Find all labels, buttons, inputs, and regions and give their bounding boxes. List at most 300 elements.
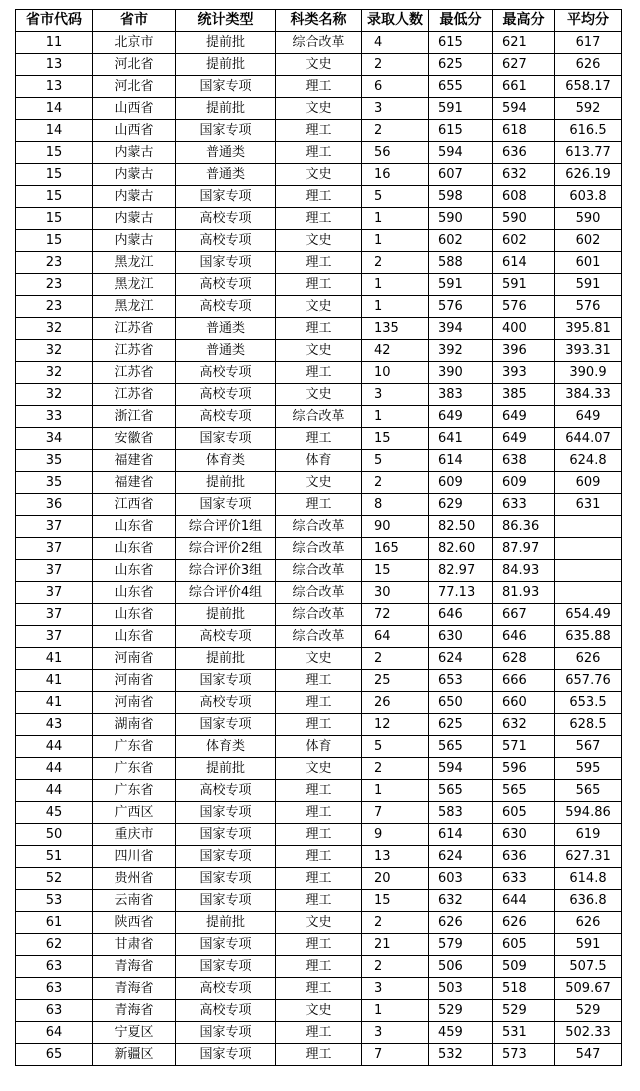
cell-province: 山东省 <box>93 626 176 648</box>
cell-max-score: 660 <box>493 692 555 714</box>
cell-province-code: 23 <box>16 252 93 274</box>
cell-province: 广西区 <box>93 802 176 824</box>
cell-stat-type: 高校专项 <box>176 274 276 296</box>
table-row <box>16 1044 622 1066</box>
admission-scores-table <box>15 9 622 1066</box>
table-row <box>16 274 622 296</box>
cell-category: 理工 <box>276 274 362 296</box>
cell-min-score: 392 <box>429 340 493 362</box>
cell-avg-score: 628.5 <box>555 714 622 736</box>
table-row <box>16 670 622 692</box>
cell-max-score: 602 <box>493 230 555 252</box>
cell-stat-type: 国家专项 <box>176 868 276 890</box>
cell-province-code: 37 <box>16 582 93 604</box>
cell-min-score: 459 <box>429 1022 493 1044</box>
cell-province: 江苏省 <box>93 340 176 362</box>
cell-max-score: 649 <box>493 406 555 428</box>
cell-min-score: 598 <box>429 186 493 208</box>
cell-avg-score: 507.5 <box>555 956 622 978</box>
cell-category: 理工 <box>276 494 362 516</box>
cell-admitted-count: 7 <box>362 1044 429 1066</box>
cell-category: 理工 <box>276 186 362 208</box>
cell-province: 北京市 <box>93 32 176 54</box>
cell-avg-score: 547 <box>555 1044 622 1066</box>
cell-province-code: 35 <box>16 450 93 472</box>
cell-category: 文史 <box>276 912 362 934</box>
cell-admitted-count: 2 <box>362 54 429 76</box>
cell-province: 甘肃省 <box>93 934 176 956</box>
table-row <box>16 142 622 164</box>
cell-avg-score: 601 <box>555 252 622 274</box>
cell-province-code: 15 <box>16 164 93 186</box>
cell-min-score: 77.13 <box>429 582 493 604</box>
cell-category: 文史 <box>276 1000 362 1022</box>
cell-max-score: 609 <box>493 472 555 494</box>
cell-category: 理工 <box>276 1022 362 1044</box>
cell-admitted-count: 64 <box>362 626 429 648</box>
cell-stat-type: 高校专项 <box>176 978 276 1000</box>
cell-province: 福建省 <box>93 472 176 494</box>
cell-province-code: 62 <box>16 934 93 956</box>
cell-admitted-count: 15 <box>362 560 429 582</box>
cell-avg-score: 590 <box>555 208 622 230</box>
cell-province: 内蒙古 <box>93 208 176 230</box>
cell-avg-score: 595 <box>555 758 622 780</box>
cell-stat-type: 国家专项 <box>176 428 276 450</box>
cell-category: 理工 <box>276 142 362 164</box>
cell-admitted-count: 15 <box>362 890 429 912</box>
table-row <box>16 956 622 978</box>
cell-max-score: 618 <box>493 120 555 142</box>
cell-category: 文史 <box>276 340 362 362</box>
cell-avg-score: 626 <box>555 912 622 934</box>
cell-province-code: 34 <box>16 428 93 450</box>
cell-avg-score: 592 <box>555 98 622 120</box>
cell-stat-type: 国家专项 <box>176 494 276 516</box>
table-row <box>16 296 622 318</box>
cell-max-score: 400 <box>493 318 555 340</box>
cell-min-score: 607 <box>429 164 493 186</box>
cell-province-code: 11 <box>16 32 93 54</box>
cell-province: 山西省 <box>93 120 176 142</box>
cell-category: 理工 <box>276 978 362 1000</box>
cell-province-code: 13 <box>16 76 93 98</box>
cell-province: 广东省 <box>93 736 176 758</box>
cell-avg-score: 614.8 <box>555 868 622 890</box>
cell-max-score: 628 <box>493 648 555 670</box>
table-row <box>16 120 622 142</box>
cell-province-code: 37 <box>16 560 93 582</box>
table-row <box>16 406 622 428</box>
cell-province: 云南省 <box>93 890 176 912</box>
cell-province: 宁夏区 <box>93 1022 176 1044</box>
cell-stat-type: 高校专项 <box>176 230 276 252</box>
cell-max-score: 667 <box>493 604 555 626</box>
cell-min-score: 565 <box>429 780 493 802</box>
cell-avg-score: 390.9 <box>555 362 622 384</box>
cell-category: 文史 <box>276 472 362 494</box>
cell-province: 内蒙古 <box>93 186 176 208</box>
cell-max-score: 661 <box>493 76 555 98</box>
cell-category: 理工 <box>276 692 362 714</box>
cell-min-score: 82.97 <box>429 560 493 582</box>
cell-category: 综合改革 <box>276 626 362 648</box>
cell-admitted-count: 135 <box>362 318 429 340</box>
cell-min-score: 532 <box>429 1044 493 1066</box>
table-row <box>16 340 622 362</box>
cell-province: 内蒙古 <box>93 164 176 186</box>
cell-min-score: 650 <box>429 692 493 714</box>
cell-province-code: 44 <box>16 736 93 758</box>
cell-admitted-count: 4 <box>362 32 429 54</box>
cell-province: 四川省 <box>93 846 176 868</box>
cell-min-score: 630 <box>429 626 493 648</box>
cell-stat-type: 高校专项 <box>176 1000 276 1022</box>
cell-admitted-count: 15 <box>362 428 429 450</box>
cell-province-code: 63 <box>16 956 93 978</box>
cell-min-score: 653 <box>429 670 493 692</box>
cell-province: 黑龙江 <box>93 252 176 274</box>
cell-province-code: 37 <box>16 538 93 560</box>
cell-category: 理工 <box>276 956 362 978</box>
table-row <box>16 472 622 494</box>
cell-province: 河南省 <box>93 670 176 692</box>
cell-category: 文史 <box>276 98 362 120</box>
cell-min-score: 603 <box>429 868 493 890</box>
cell-avg-score: 613.77 <box>555 142 622 164</box>
table-row <box>16 186 622 208</box>
header-province-code: 省市代码 <box>16 10 93 32</box>
cell-province-code: 15 <box>16 142 93 164</box>
cell-admitted-count: 2 <box>362 912 429 934</box>
cell-min-score: 609 <box>429 472 493 494</box>
cell-stat-type: 体育类 <box>176 736 276 758</box>
cell-province: 江西省 <box>93 494 176 516</box>
cell-stat-type: 提前批 <box>176 912 276 934</box>
cell-admitted-count: 1 <box>362 274 429 296</box>
cell-max-score: 621 <box>493 32 555 54</box>
header-province: 省市 <box>93 10 176 32</box>
table-row <box>16 1000 622 1022</box>
cell-avg-score: 658.17 <box>555 76 622 98</box>
cell-category: 理工 <box>276 846 362 868</box>
cell-stat-type: 高校专项 <box>176 362 276 384</box>
cell-max-score: 633 <box>493 868 555 890</box>
cell-admitted-count: 25 <box>362 670 429 692</box>
cell-min-score: 626 <box>429 912 493 934</box>
cell-category: 理工 <box>276 208 362 230</box>
cell-category: 理工 <box>276 934 362 956</box>
cell-admitted-count: 6 <box>362 76 429 98</box>
cell-province: 福建省 <box>93 450 176 472</box>
cell-admitted-count: 13 <box>362 846 429 868</box>
table-row <box>16 428 622 450</box>
cell-stat-type: 国家专项 <box>176 186 276 208</box>
cell-province: 江苏省 <box>93 384 176 406</box>
cell-province-code: 52 <box>16 868 93 890</box>
cell-min-score: 588 <box>429 252 493 274</box>
table-row <box>16 824 622 846</box>
cell-avg-score: 502.33 <box>555 1022 622 1044</box>
table-row <box>16 252 622 274</box>
cell-max-score: 605 <box>493 934 555 956</box>
cell-stat-type: 国家专项 <box>176 802 276 824</box>
cell-province: 浙江省 <box>93 406 176 428</box>
cell-stat-type: 高校专项 <box>176 692 276 714</box>
cell-max-score: 632 <box>493 164 555 186</box>
cell-admitted-count: 3 <box>362 978 429 1000</box>
cell-stat-type: 综合评价1组 <box>176 516 276 538</box>
cell-admitted-count: 2 <box>362 120 429 142</box>
cell-category: 综合改革 <box>276 582 362 604</box>
table-row <box>16 384 622 406</box>
table-row <box>16 758 622 780</box>
cell-province-code: 41 <box>16 692 93 714</box>
cell-min-score: 655 <box>429 76 493 98</box>
cell-category: 体育 <box>276 450 362 472</box>
cell-stat-type: 国家专项 <box>176 890 276 912</box>
cell-category: 理工 <box>276 362 362 384</box>
cell-stat-type: 提前批 <box>176 32 276 54</box>
cell-province-code: 37 <box>16 516 93 538</box>
cell-admitted-count: 30 <box>362 582 429 604</box>
cell-avg-score: 591 <box>555 274 622 296</box>
cell-province-code: 23 <box>16 296 93 318</box>
cell-min-score: 394 <box>429 318 493 340</box>
cell-avg-score <box>555 560 622 582</box>
cell-province: 广东省 <box>93 758 176 780</box>
table-header-row <box>16 10 622 32</box>
table-row <box>16 934 622 956</box>
cell-province: 黑龙江 <box>93 296 176 318</box>
cell-avg-score: 616.5 <box>555 120 622 142</box>
cell-stat-type: 普通类 <box>176 164 276 186</box>
cell-min-score: 383 <box>429 384 493 406</box>
cell-min-score: 583 <box>429 802 493 824</box>
cell-category: 理工 <box>276 714 362 736</box>
cell-province-code: 44 <box>16 758 93 780</box>
cell-avg-score: 567 <box>555 736 622 758</box>
cell-max-score: 509 <box>493 956 555 978</box>
cell-admitted-count: 1 <box>362 230 429 252</box>
cell-stat-type: 国家专项 <box>176 1044 276 1066</box>
cell-admitted-count: 12 <box>362 714 429 736</box>
cell-province-code: 61 <box>16 912 93 934</box>
cell-province-code: 36 <box>16 494 93 516</box>
cell-min-score: 602 <box>429 230 493 252</box>
cell-stat-type: 提前批 <box>176 648 276 670</box>
header-max-score: 最高分 <box>493 10 555 32</box>
cell-province-code: 45 <box>16 802 93 824</box>
cell-max-score: 518 <box>493 978 555 1000</box>
cell-category: 文史 <box>276 230 362 252</box>
table-row <box>16 692 622 714</box>
cell-avg-score: 393.31 <box>555 340 622 362</box>
cell-province-code: 43 <box>16 714 93 736</box>
admission-table-container <box>15 9 622 1066</box>
cell-category: 文史 <box>276 384 362 406</box>
cell-province: 安徽省 <box>93 428 176 450</box>
table-row <box>16 890 622 912</box>
cell-max-score: 573 <box>493 1044 555 1066</box>
cell-admitted-count: 2 <box>362 758 429 780</box>
cell-max-score: 385 <box>493 384 555 406</box>
cell-max-score: 644 <box>493 890 555 912</box>
cell-max-score: 590 <box>493 208 555 230</box>
cell-admitted-count: 10 <box>362 362 429 384</box>
cell-province-code: 64 <box>16 1022 93 1044</box>
cell-avg-score: 626 <box>555 54 622 76</box>
cell-province: 山西省 <box>93 98 176 120</box>
cell-province-code: 14 <box>16 98 93 120</box>
cell-stat-type: 综合评价3组 <box>176 560 276 582</box>
cell-admitted-count: 5 <box>362 186 429 208</box>
table-row <box>16 32 622 54</box>
cell-admitted-count: 90 <box>362 516 429 538</box>
cell-min-score: 390 <box>429 362 493 384</box>
table-row <box>16 736 622 758</box>
cell-province: 青海省 <box>93 978 176 1000</box>
cell-avg-score: 565 <box>555 780 622 802</box>
cell-avg-score: 384.33 <box>555 384 622 406</box>
cell-province-code: 63 <box>16 978 93 1000</box>
cell-avg-score: 603.8 <box>555 186 622 208</box>
cell-max-score: 531 <box>493 1022 555 1044</box>
cell-admitted-count: 2 <box>362 252 429 274</box>
cell-stat-type: 提前批 <box>176 54 276 76</box>
table-row <box>16 318 622 340</box>
cell-province: 新疆区 <box>93 1044 176 1066</box>
header-stat-type: 统计类型 <box>176 10 276 32</box>
cell-province-code: 41 <box>16 648 93 670</box>
cell-stat-type: 高校专项 <box>176 406 276 428</box>
cell-stat-type: 体育类 <box>176 450 276 472</box>
cell-category: 理工 <box>276 868 362 890</box>
cell-min-score: 529 <box>429 1000 493 1022</box>
cell-avg-score: 619 <box>555 824 622 846</box>
cell-stat-type: 普通类 <box>176 142 276 164</box>
cell-avg-score: 594.86 <box>555 802 622 824</box>
cell-avg-score: 591 <box>555 934 622 956</box>
table-row <box>16 626 622 648</box>
table-row <box>16 538 622 560</box>
cell-min-score: 625 <box>429 714 493 736</box>
cell-admitted-count: 5 <box>362 450 429 472</box>
cell-avg-score <box>555 538 622 560</box>
cell-province: 内蒙古 <box>93 142 176 164</box>
cell-max-score: 576 <box>493 296 555 318</box>
table-row <box>16 714 622 736</box>
cell-max-score: 626 <box>493 912 555 934</box>
cell-province-code: 35 <box>16 472 93 494</box>
cell-province-code: 65 <box>16 1044 93 1066</box>
cell-stat-type: 综合评价2组 <box>176 538 276 560</box>
cell-max-score: 591 <box>493 274 555 296</box>
cell-category: 综合改革 <box>276 604 362 626</box>
cell-max-score: 81.93 <box>493 582 555 604</box>
table-row <box>16 208 622 230</box>
cell-max-score: 608 <box>493 186 555 208</box>
cell-min-score: 594 <box>429 142 493 164</box>
cell-province: 河南省 <box>93 648 176 670</box>
cell-province-code: 41 <box>16 670 93 692</box>
cell-min-score: 614 <box>429 824 493 846</box>
cell-min-score: 82.50 <box>429 516 493 538</box>
cell-province-code: 50 <box>16 824 93 846</box>
cell-province: 贵州省 <box>93 868 176 890</box>
cell-stat-type: 提前批 <box>176 604 276 626</box>
cell-min-score: 649 <box>429 406 493 428</box>
cell-stat-type: 国家专项 <box>176 252 276 274</box>
cell-avg-score <box>555 582 622 604</box>
cell-admitted-count: 1 <box>362 296 429 318</box>
table-row <box>16 846 622 868</box>
cell-stat-type: 提前批 <box>176 98 276 120</box>
cell-max-score: 605 <box>493 802 555 824</box>
cell-stat-type: 高校专项 <box>176 208 276 230</box>
table-row <box>16 560 622 582</box>
cell-category: 理工 <box>276 780 362 802</box>
cell-category: 综合改革 <box>276 560 362 582</box>
cell-min-score: 614 <box>429 450 493 472</box>
cell-min-score: 615 <box>429 120 493 142</box>
header-min-score: 最低分 <box>429 10 493 32</box>
cell-category: 理工 <box>276 428 362 450</box>
cell-stat-type: 提前批 <box>176 758 276 780</box>
cell-avg-score: 635.88 <box>555 626 622 648</box>
table-row <box>16 868 622 890</box>
header-avg-score: 平均分 <box>555 10 622 32</box>
cell-max-score: 638 <box>493 450 555 472</box>
cell-max-score: 565 <box>493 780 555 802</box>
table-row <box>16 1022 622 1044</box>
cell-stat-type: 国家专项 <box>176 670 276 692</box>
cell-avg-score: 657.76 <box>555 670 622 692</box>
cell-min-score: 625 <box>429 54 493 76</box>
table-row <box>16 516 622 538</box>
cell-category: 理工 <box>276 1044 362 1066</box>
cell-stat-type: 国家专项 <box>176 1022 276 1044</box>
table-row <box>16 648 622 670</box>
cell-province: 河南省 <box>93 692 176 714</box>
cell-province-code: 32 <box>16 384 93 406</box>
table-row <box>16 76 622 98</box>
cell-admitted-count: 16 <box>362 164 429 186</box>
cell-max-score: 646 <box>493 626 555 648</box>
cell-province-code: 15 <box>16 230 93 252</box>
cell-min-score: 591 <box>429 98 493 120</box>
cell-avg-score: 509.67 <box>555 978 622 1000</box>
cell-min-score: 641 <box>429 428 493 450</box>
cell-stat-type: 国家专项 <box>176 956 276 978</box>
table-row <box>16 978 622 1000</box>
cell-min-score: 615 <box>429 32 493 54</box>
table-row <box>16 494 622 516</box>
cell-province-code: 32 <box>16 340 93 362</box>
cell-avg-score: 653.5 <box>555 692 622 714</box>
cell-avg-score: 624.8 <box>555 450 622 472</box>
cell-max-score: 393 <box>493 362 555 384</box>
cell-max-score: 396 <box>493 340 555 362</box>
cell-max-score: 614 <box>493 252 555 274</box>
table-row <box>16 54 622 76</box>
cell-min-score: 629 <box>429 494 493 516</box>
cell-category: 文史 <box>276 758 362 780</box>
cell-category: 理工 <box>276 890 362 912</box>
cell-province-code: 15 <box>16 186 93 208</box>
cell-province-code: 32 <box>16 318 93 340</box>
cell-admitted-count: 20 <box>362 868 429 890</box>
